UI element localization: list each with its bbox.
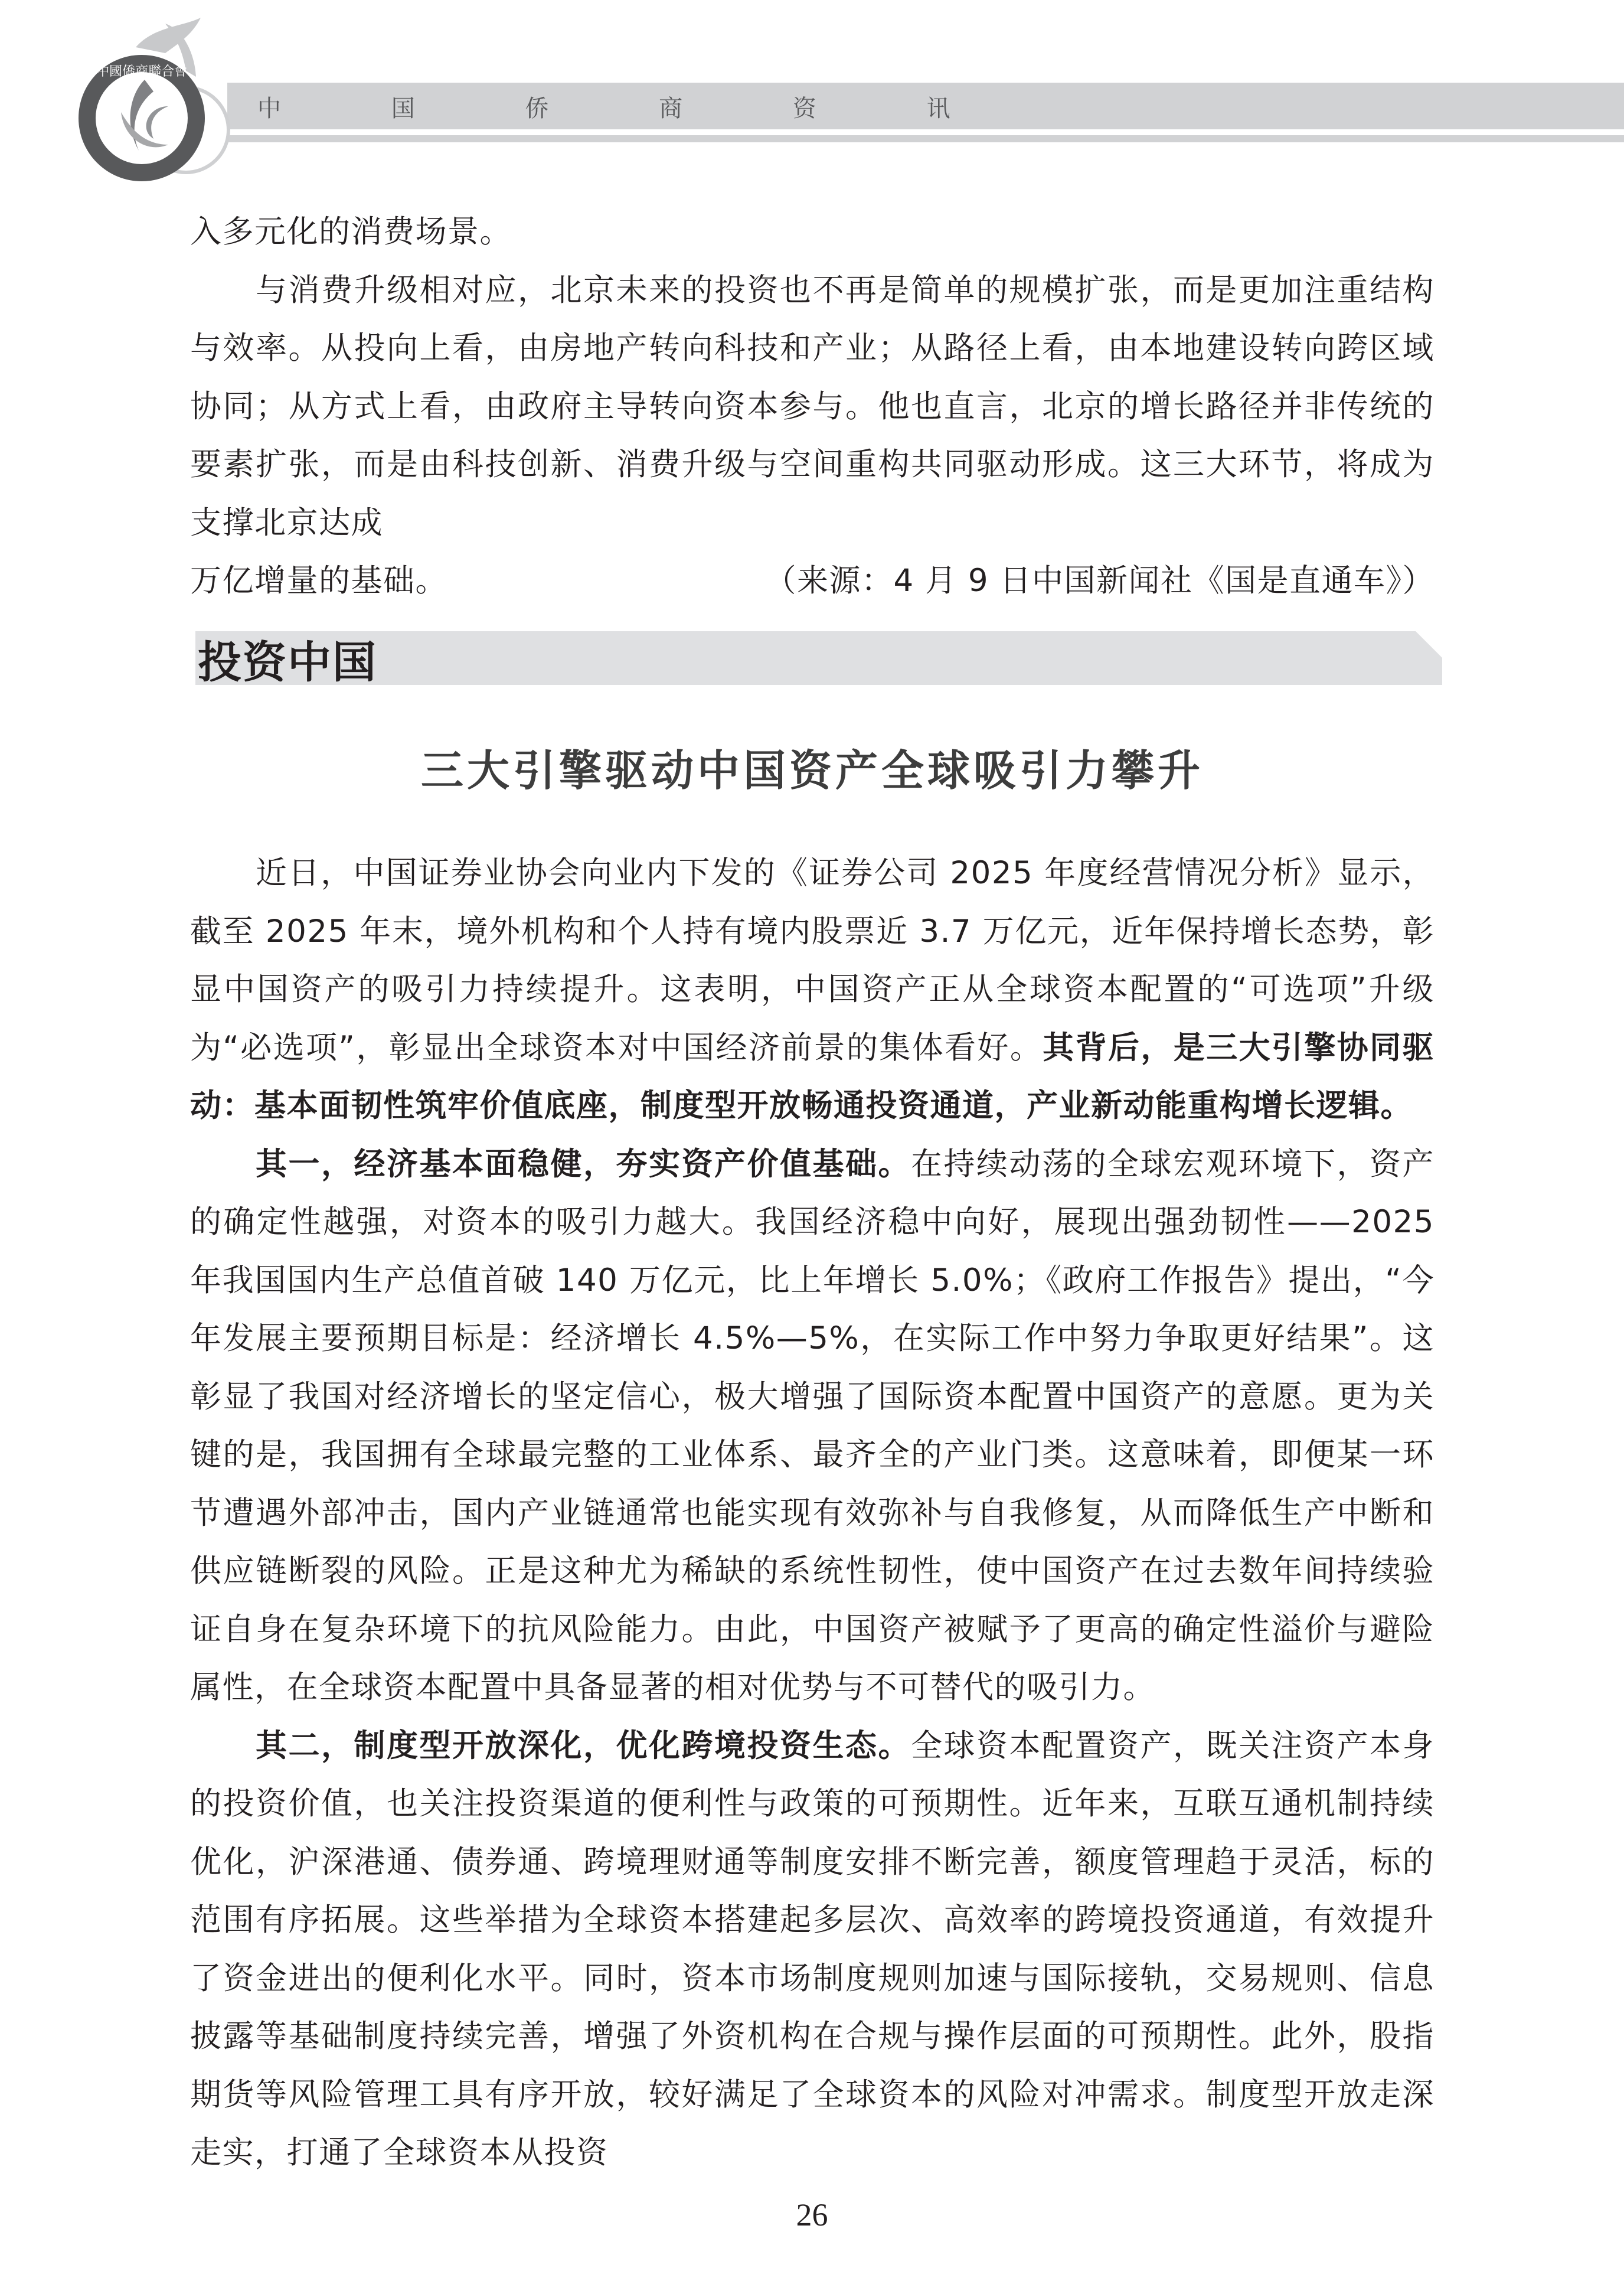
publication-title: 中 国 侨 商 资 讯 — [257, 94, 1002, 122]
paragraph-text: 入多元化的消费场景。 — [190, 214, 512, 250]
continued-paragraph-1 — [190, 203, 1435, 262]
article-paragraph-2 — [190, 1135, 1435, 1717]
federation-logo-icon — [65, 12, 242, 189]
paragraph-text: 在持续动荡的全球宏观环境下，资产的确定性越强，对资本的吸引力越大。我国经济稳中向好，展现出强劲韧性——2025 年我国国内生产总值首破 140 万亿元，比上年增长 5.0%；《政府工作报告》提出，“今年发展主要预期目标是：经济增长 4.5%—5%，在实际工作中努力争取更好结果”。这彰显了我国对经济增长的坚定信心，极大增强了国际资本配置中国资产的意愿。更为关键的是，我国拥有全球最完整的工业体系、最齐全的产业门类。这意味着，即便某一环节遭遇外部冲击，国内产业链通常也能实现有效弥补与自我修复，从而降低生产中断和供应链断裂的风险。正是这种尤为稀缺的系统性韧性，使中国资产在过去数年间持续验证自身在复杂环境下的抗风险能力。由此，中国资产被赋予了更高的确定性溢价与避险属性，在全球资本配置中具备显著的相对优势与不可替代的吸引力。 — [190, 1146, 1435, 1705]
paragraph-text: 万亿增量的基础。 — [190, 563, 447, 599]
section-banner — [195, 631, 1442, 688]
article-title: 三大引擎驱动中国资产全球吸引力攀升 — [420, 746, 1204, 795]
svg-text:中國僑商聯合會: 中國僑商聯合會 — [96, 64, 188, 79]
paragraph-lead: 其二，制度型开放深化，优化跨境投资生态。 — [256, 1727, 911, 1764]
source-line — [190, 552, 1435, 611]
header-stripe — [227, 135, 1624, 142]
paragraph-text: 全球资本配置资产，既关注资产本身的投资价值，也关注投资渠道的便利性与政策的可预期性。近年来，互联互通机制持续优化，沪深港通、债券通、跨境理财通等制度安排不断完善，额度管理趋于灵活，标的范围有序拓展。这些举措为全球资本搭建起多层次、高效率的跨境投资通道，有效提升了资金进出的便利化水平。同时，资本市场制度规则加速与国际接轨，交易规则、信息披露等基础制度持续完善，增强了外资机构在合规与操作层面的可预期性。此外，股指期货等风险管理工具有序开放，较好满足了全球资本的风险对冲需求。制度型开放走深走实，打通了全球资本从投资 — [190, 1727, 1435, 2171]
paragraph-emphasis: 其背后，是三大引擎协同驱动：基本面韧性筑牢价值底座，制度型开放畅通投资通道，产业新动能重构增长逻辑。 — [190, 1029, 1435, 1124]
source-citation: （来源：4 月 9 日中国新闻社《国是直通车》） — [764, 563, 1435, 599]
continued-article — [190, 203, 1435, 611]
continued-paragraph-2 — [190, 262, 1435, 553]
article-body — [190, 844, 1435, 2182]
article-paragraph-3 — [190, 1717, 1435, 2182]
section-title: 投资中国 — [198, 637, 377, 688]
paragraph-text: 与消费升级相对应，北京未来的投资也不再是简单的规模扩张，而是更加注重结构与效率。从投向上看，由房地产转向科技和产业；从路径上看，由本地建设转向跨区域协同；从方式上看，由政府主导转向资本参与。他也直言，北京的增长路径并非传统的要素扩张，而是由科技创新、消费升级与空间重构共同驱动形成。这三大环节，将成为支撑北京达成 — [190, 272, 1435, 541]
paragraph-text: 近日，中国证券业协会向业内下发的《证券公司 2025 年度经营情况分析》显示，截至 2025 年末，境外机构和个人持有境内股票近 3.7 万亿元，近年保持增长态势，彰显中国资产的吸引力持续提升。这表明，中国资产正从全球资本配置的“可选项”升级为“必选项”，彰显出全球资本对中国经济前景的集体看好。 — [190, 855, 1435, 1066]
article-paragraph-1 — [190, 844, 1435, 1135]
page-number: 26 — [796, 2197, 828, 2233]
paragraph-lead: 其一，经济基本面稳健，夯实资产价值基础。 — [256, 1146, 911, 1182]
